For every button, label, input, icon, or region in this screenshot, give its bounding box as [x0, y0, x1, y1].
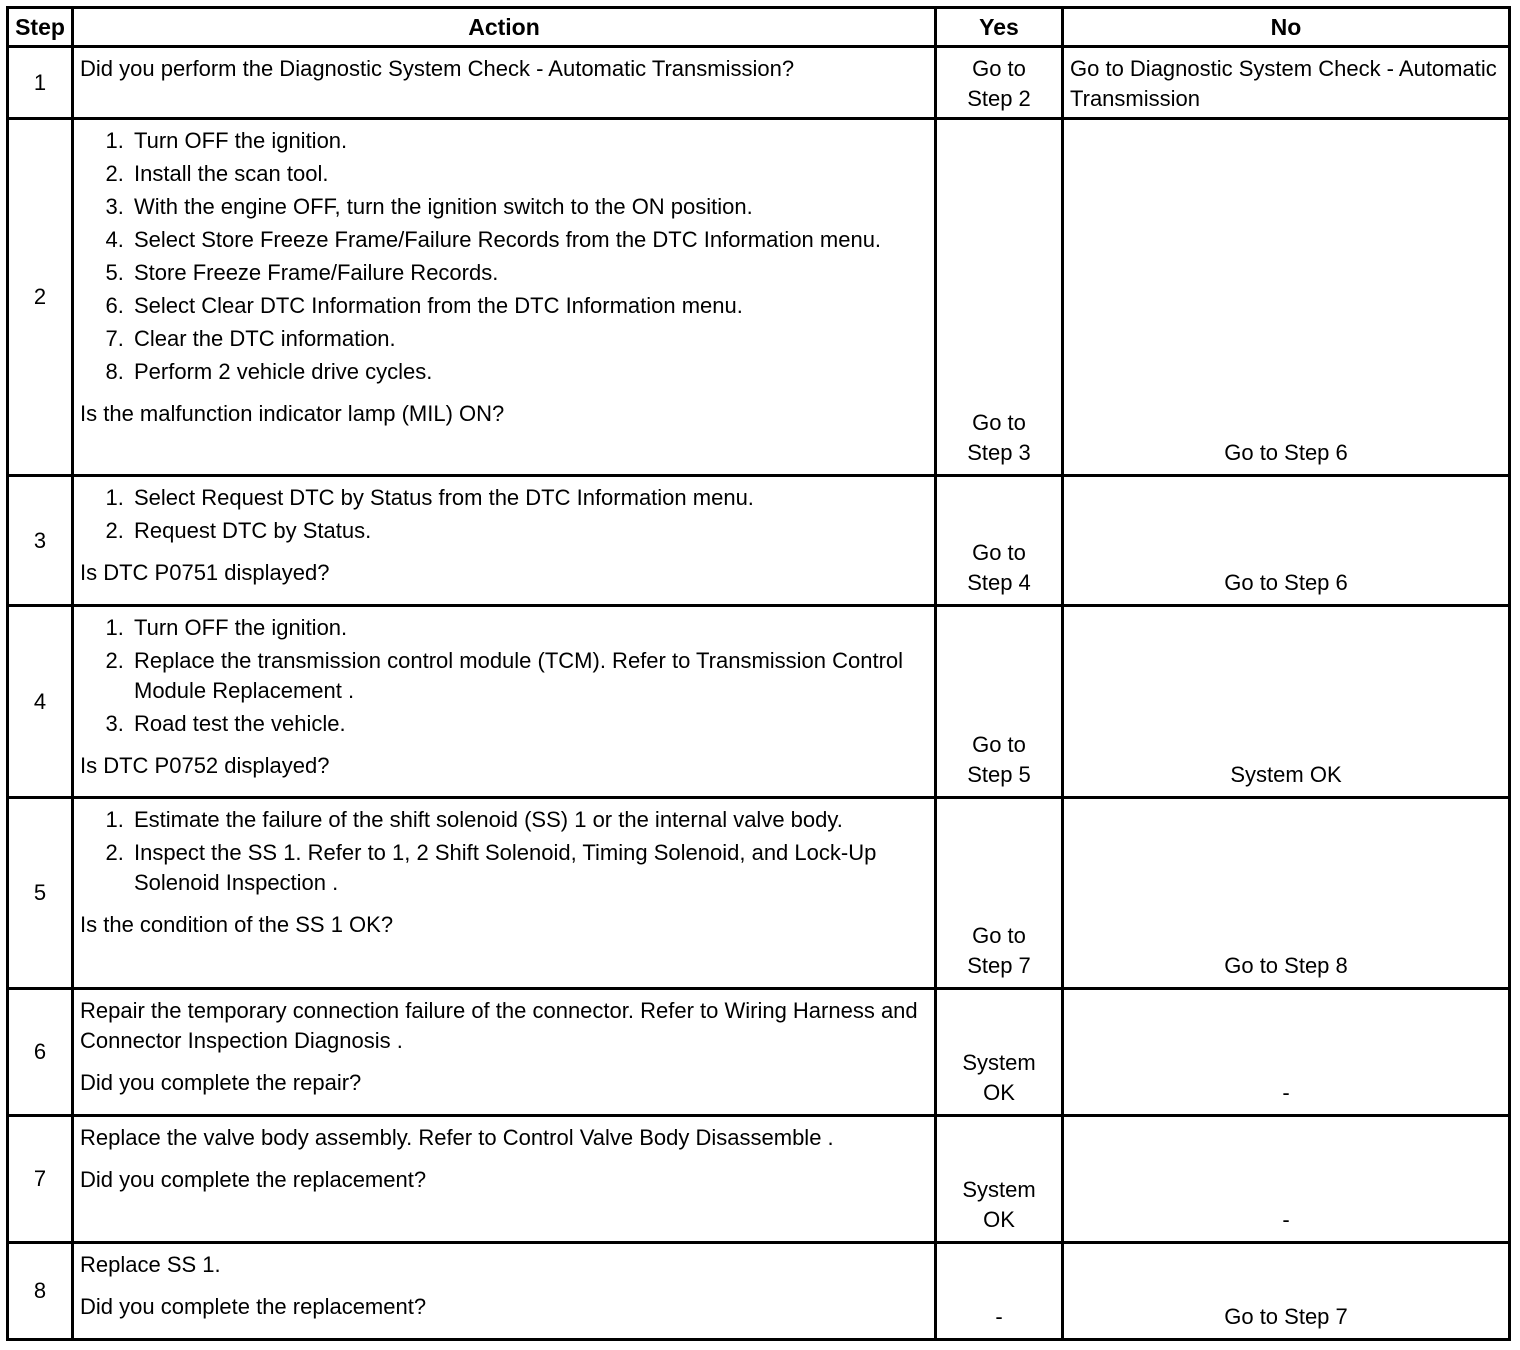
table-row: [8, 1243, 1510, 1340]
action-steps: [80, 805, 928, 898]
yes-text: Go to Step 5: [967, 732, 1031, 787]
action-cell: [73, 1116, 936, 1243]
action-step: 4. Select Store Freeze Frame/Failure Records from the DTC Information menu.: [130, 225, 928, 255]
header-action: Action: [73, 8, 936, 47]
action-text: Replace the valve body assembly. Refer to Control Valve Body Disassemble .: [80, 1125, 834, 1150]
yes-cell: [936, 798, 1063, 989]
yes-cell: [936, 119, 1063, 476]
yes-text: Go to Step 3: [967, 410, 1031, 465]
action-question: Is DTC P0751 displayed?: [80, 560, 330, 585]
action-question: Is the malfunction indicator lamp (MIL) ON?: [80, 401, 505, 426]
action-step: 8. Perform 2 vehicle drive cycles.: [130, 357, 928, 387]
action-cell: [73, 989, 936, 1116]
action-cell: [73, 798, 936, 989]
diagnostic-table: [6, 6, 1511, 1341]
action-step: 1. Select Request DTC by Status from the DTC Information menu.: [130, 483, 928, 513]
yes-text: -: [995, 1304, 1003, 1329]
action-cell: [73, 606, 936, 798]
no-text: Go to Step 7: [1224, 1304, 1348, 1329]
header-row: [8, 8, 1510, 47]
action-step: 2. Request DTC by Status.: [130, 516, 928, 546]
step-number: 1: [8, 47, 73, 119]
action-question: Is DTC P0752 displayed?: [80, 753, 330, 778]
table-row: [8, 1116, 1510, 1243]
action-step: 2. Install the scan tool.: [130, 159, 928, 189]
no-text: Go to Diagnostic System Check - Automatic Transmission: [1070, 56, 1497, 111]
no-cell: [1063, 989, 1510, 1116]
table-row: [8, 47, 1510, 119]
action-question: Did you complete the repair?: [80, 1070, 362, 1095]
action-step: 1. Estimate the failure of the shift solenoid (SS) 1 or the internal valve body.: [130, 805, 928, 835]
action-step: 1. Turn OFF the ignition.: [130, 613, 928, 643]
yes-cell: [936, 1116, 1063, 1243]
step-number: 8: [8, 1243, 73, 1340]
header-no: No: [1063, 8, 1510, 47]
step-number: 6: [8, 989, 73, 1116]
header-yes: Yes: [936, 8, 1063, 47]
no-text: Go to Step 6: [1224, 570, 1348, 595]
step-number: 7: [8, 1116, 73, 1243]
action-cell: [73, 119, 936, 476]
no-text: -: [1282, 1080, 1290, 1105]
action-steps: [80, 483, 928, 546]
no-cell: [1063, 1116, 1510, 1243]
table-row: [8, 798, 1510, 989]
action-step: 7. Clear the DTC information.: [130, 324, 928, 354]
step-number: 4: [8, 606, 73, 798]
action-step: 1. Turn OFF the ignition.: [130, 126, 928, 156]
header-step: Step: [8, 8, 73, 47]
yes-cell: [936, 476, 1063, 606]
yes-text: Go to Step 7: [967, 923, 1031, 978]
step-number: 5: [8, 798, 73, 989]
no-text: -: [1282, 1207, 1290, 1232]
table-row: [8, 119, 1510, 476]
action-question: Did you complete the replacement?: [80, 1167, 427, 1192]
action-step: 3. With the engine OFF, turn the ignition switch to the ON position.: [130, 192, 928, 222]
yes-cell: [936, 47, 1063, 119]
yes-text: System OK: [962, 1177, 1036, 1232]
action-text: Replace SS 1.: [80, 1252, 221, 1277]
action-text: Did you perform the Diagnostic System Check - Automatic Transmission?: [80, 56, 795, 81]
table-row: [8, 606, 1510, 798]
action-cell: [73, 47, 936, 119]
yes-text: System OK: [962, 1050, 1036, 1105]
yes-cell: [936, 1243, 1063, 1340]
action-cell: [73, 1243, 936, 1340]
action-question: Is the condition of the SS 1 OK?: [80, 912, 394, 937]
table-row: [8, 989, 1510, 1116]
action-step: 6. Select Clear DTC Information from the DTC Information menu.: [130, 291, 928, 321]
action-step: 2. Inspect the SS 1. Refer to 1, 2 Shift Solenoid, Timing Solenoid, and Lock-Up Solenoid Inspection .: [130, 838, 928, 898]
action-cell: [73, 476, 936, 606]
yes-text: Go to Step 2: [967, 56, 1031, 111]
action-step: 2. Replace the transmission control module (TCM). Refer to Transmission Control Module Replacement .: [130, 646, 928, 706]
step-number: 2: [8, 119, 73, 476]
action-question: Did you complete the replacement?: [80, 1294, 427, 1319]
action-text: Repair the temporary connection failure of the connector. Refer to Wiring Harness and Connector Inspection Diagnosis .: [80, 998, 918, 1053]
no-cell: [1063, 119, 1510, 476]
no-text: Go to Step 6: [1224, 440, 1348, 465]
no-cell: [1063, 47, 1510, 119]
action-steps: [80, 126, 928, 387]
table-row: [8, 476, 1510, 606]
yes-cell: [936, 989, 1063, 1116]
no-cell: [1063, 476, 1510, 606]
yes-cell: [936, 606, 1063, 798]
no-cell: [1063, 1243, 1510, 1340]
no-text: Go to Step 8: [1224, 953, 1348, 978]
action-step: 3. Road test the vehicle.: [130, 709, 928, 739]
no-cell: [1063, 606, 1510, 798]
no-text: System OK: [1230, 762, 1342, 787]
no-cell: [1063, 798, 1510, 989]
step-number: 3: [8, 476, 73, 606]
action-steps: [80, 613, 928, 739]
yes-text: Go to Step 4: [967, 540, 1031, 595]
action-step: 5. Store Freeze Frame/Failure Records.: [130, 258, 928, 288]
